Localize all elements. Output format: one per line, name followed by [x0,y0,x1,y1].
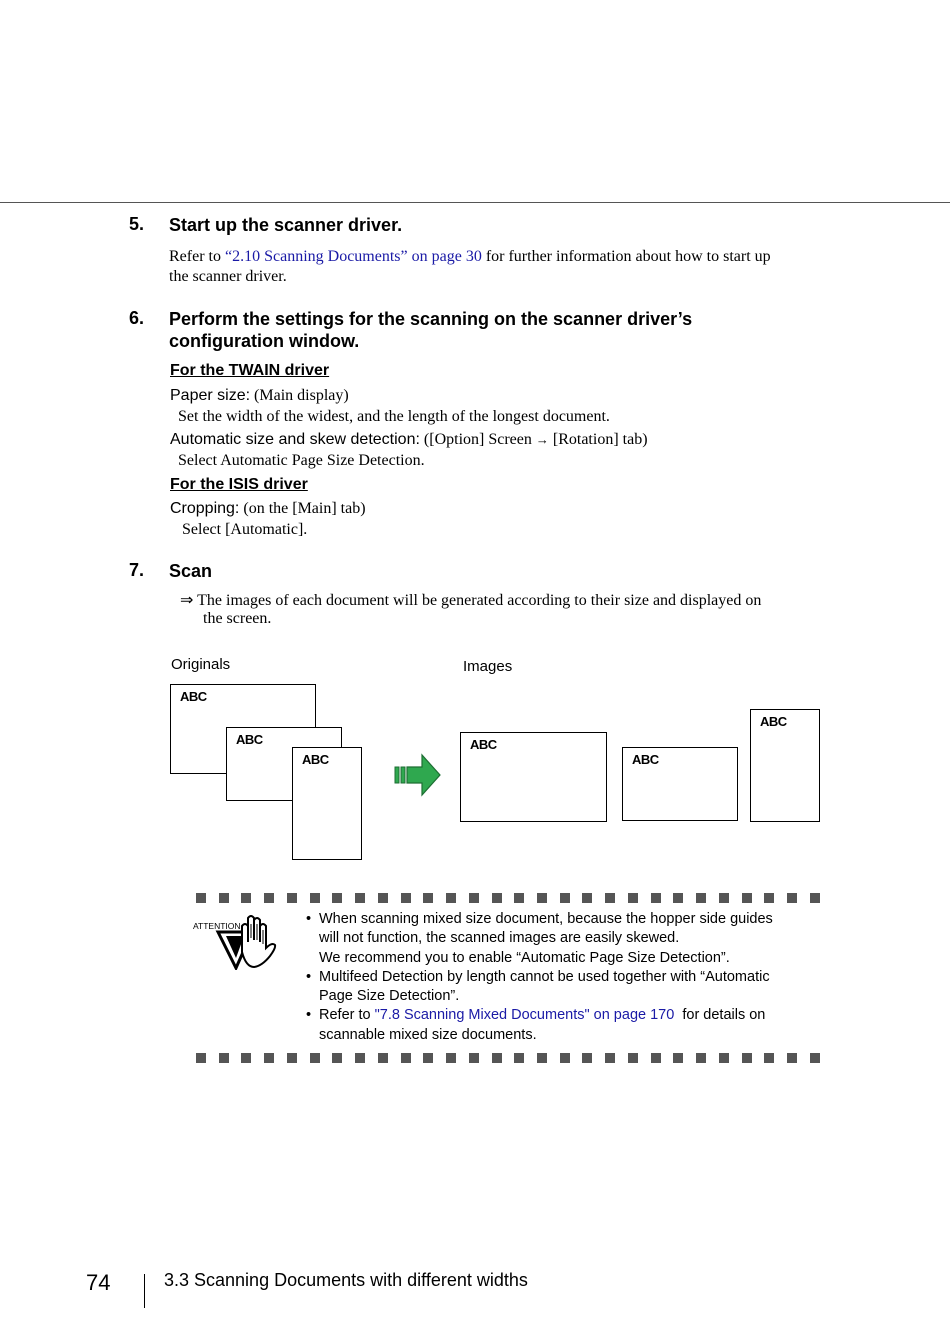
attention-item-1 [306,910,826,968]
step-6-title-line1: Perform the settings for the scanning on the scanner driver’s [169,309,693,329]
auto-size-where-post: [Rotation] tab) [548,431,648,448]
document-text: ABC [632,752,659,767]
step-7-result [180,592,840,628]
cropping-desc: Select [Automatic]. [182,521,308,538]
step-6-title [169,308,692,352]
twain-driver-heading: For the TWAIN driver [170,362,330,379]
attention-item-1-line1: When scanning mixed size document, because the hopper side guides [319,911,773,927]
attention-item-3-pre: Refer to [319,1007,375,1024]
step-5-body-line2: the scanner driver. [169,268,287,285]
attention-item-1-line2: will not function, the scanned images are easily skewed. [319,930,680,947]
attention-item-3-post: for details on [674,1007,766,1024]
paper-size-line [170,386,349,406]
attention-label: ATTENTION [193,921,241,931]
cropping-where: (on the [Main] tab) [239,500,366,517]
step-7-result-line2: the screen. [203,610,272,627]
step-5-number: 5. [129,214,145,234]
originals-label: Originals [171,656,231,673]
document-text: ABC [302,752,329,767]
document-text: ABC [470,737,497,752]
bullet: • [306,968,312,985]
document-text: ABC [180,689,207,704]
images-label: Images [463,658,513,675]
bullet: • [306,911,312,927]
original-document-3 [292,747,362,860]
step-5-body [169,247,849,287]
cropping-line [170,499,366,519]
auto-size-where-pre: ([Option] Screen [419,431,536,448]
bullet: • [306,1007,312,1024]
step-5-title: Start up the scanner driver. [169,215,403,235]
attention-item-2 [306,968,826,1007]
result-arrow-icon: ⇒ [180,592,194,609]
cropping-label: Cropping: [170,500,240,517]
step-6-number: 6. [129,308,145,328]
paper-size-where: (Main display) [250,387,349,404]
step-7-title: Scan [169,561,213,581]
attention-item-3-line2: scannable mixed size documents. [319,1026,537,1043]
step-7-result-line1: The images of each document will be generated according to their size and displayed on [197,592,762,609]
isis-driver-heading: For the ISIS driver [170,476,308,493]
attention-hand-icon [212,912,280,970]
attention-item-1-line3: We recommend you to enable “Automatic Page Size Detection”. [319,949,730,966]
scanned-image-3 [750,709,820,822]
attention-bottom-divider [196,1053,820,1063]
scanned-image-1 [460,732,607,822]
mixed-documents-link[interactable]: "7.8 Scanning Mixed Documents" on page 170 [374,1007,675,1024]
paper-size-desc: Set the width of the widest, and the length of the longest document. [178,408,610,425]
conversion-arrow-icon [394,752,442,798]
step-7-number: 7. [129,560,145,580]
footer-divider [144,1274,145,1308]
attention-item-2-line1: Multifeed Detection by length cannot be used together with “Automatic [319,968,770,985]
header-rule [0,202,950,203]
step-5-body-post: for further information about how to start up [481,248,771,265]
attention-item-2-line2: Page Size Detection”. [319,988,460,1005]
document-text: ABC [760,714,787,729]
auto-size-label: Automatic size and skew detection: [170,431,420,448]
auto-size-line [170,430,648,450]
scanning-documents-link[interactable]: “2.10 Scanning Documents” on page 30 [224,248,482,265]
auto-size-desc: Select Automatic Page Size Detection. [178,452,425,469]
step-6-title-line2: configuration window. [169,331,360,351]
attention-text [306,910,826,1045]
step-5-body-pre: Refer to [169,248,225,265]
document-text: ABC [236,732,263,747]
attention-top-divider [196,893,820,903]
page-number: 74 [86,1270,111,1295]
footer-section-title: 3.3 Scanning Documents with different widths [164,1270,528,1290]
paper-size-label: Paper size: [170,387,251,404]
scanned-image-2 [622,747,738,821]
arrow-right-icon: → [535,432,549,447]
attention-item-3 [306,1006,826,1045]
